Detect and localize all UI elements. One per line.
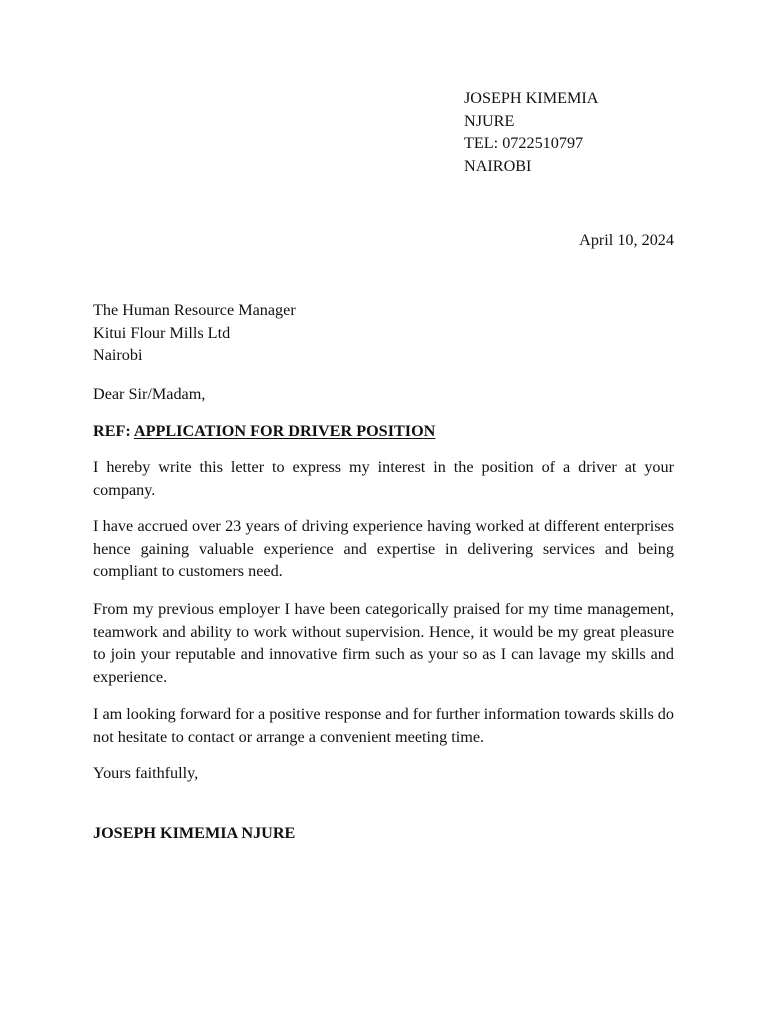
body-paragraph-1: I hereby write this letter to express my interest in the position of a driver at your company. (93, 458, 674, 499)
reference-label: REF: (93, 422, 134, 440)
salutation: Dear Sir/Madam, (93, 385, 206, 403)
reference-subject: APPLICATION FOR DRIVER POSITION (133, 422, 436, 440)
recipient-address (93, 299, 674, 367)
recipient-company: Kitui Flour Mills Ltd (93, 323, 231, 342)
sender-name-line-1: JOSEPH KIMEMIA (464, 89, 599, 107)
recipient-title: The Human Resource Manager (93, 301, 296, 319)
sender-address (464, 87, 598, 177)
reference-line (93, 420, 674, 442)
recipient-city: Nairobi (93, 346, 143, 364)
closing: Yours faithfully, (93, 764, 199, 782)
body-paragraph-2: I have accrued over 23 years of driving experience having worked at different enterprises hence gaining valuable experience and expertise in delivering services and being compliant to customers need. (93, 517, 674, 581)
body-paragraph-3: From my previous employer I have been categorically praised for my time management, teamwork and ability to work without supervision. Hence, it would be my great pleasure to join your reputable and innovative firm such as your so as I can lavage my skills and experience. (93, 600, 674, 686)
sender-name-line-2: NJURE (464, 111, 515, 130)
sender-telephone: TEL: 0722510797 (464, 134, 584, 152)
body-paragraph-4: I am looking forward for a positive response and for further information towards skills do not hesitate to contact or arrange a convenient meeting time. (93, 705, 674, 746)
signature-name: JOSEPH KIMEMIA NJURE (93, 824, 296, 842)
sender-city: NAIROBI (464, 156, 532, 175)
letter-date: April 10, 2024 (579, 231, 674, 249)
